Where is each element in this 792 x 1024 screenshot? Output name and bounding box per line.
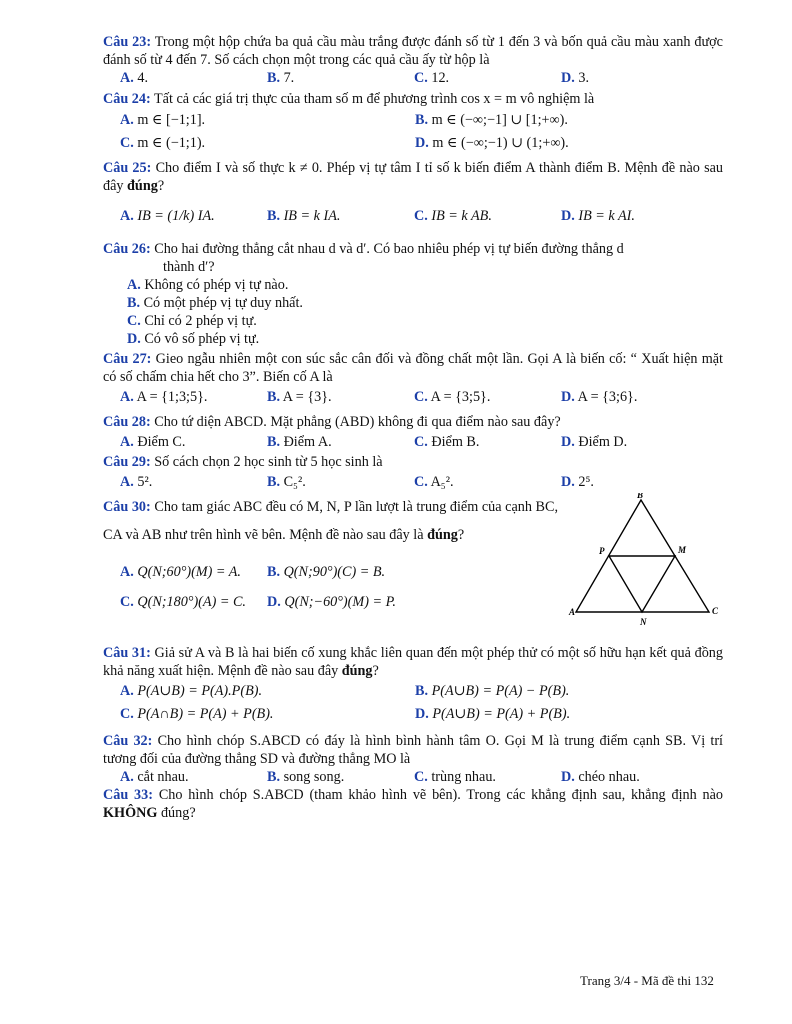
option-c[interactable]: C. A₅².	[414, 474, 454, 490]
question-number: Câu 23:	[103, 34, 152, 50]
label-m: M	[678, 545, 687, 555]
option-a[interactable]: A. 4.	[120, 70, 148, 86]
question-31: Câu 31: Giả sử A và B là hai biến cố xung khắc liên quan đến một phép thử có một số hữu hạn kết quả đồng khả năng xuất hiện. Mệnh đề nào sau đây đúng?	[103, 645, 723, 679]
label-c: C	[712, 606, 719, 616]
option-c[interactable]: C. Điểm B.	[414, 434, 480, 450]
option-d[interactable]: D. Có vô số phép vị tự.	[127, 331, 260, 347]
option-b[interactable]: B. Q(N;90°)(C) = B.	[267, 564, 386, 580]
option-a[interactable]: A. cắt nhau.	[120, 769, 189, 785]
question-text: Số cách chọn 2 học sinh từ 5 học sinh là	[154, 454, 383, 470]
question-number: Câu 28:	[103, 414, 151, 430]
option-b[interactable]: B. C₅².	[267, 474, 306, 490]
option-d[interactable]: D. P(A∪B) = P(A) + P(B).	[415, 706, 571, 722]
question-text: Gieo ngẫu nhiên một con súc sắc cân đối và đồng chất một lần. Gọi A là biến cố: “ Xuất hiện mặt có số chấm chia hết cho 3”. Biến cố A là	[103, 351, 723, 385]
question-number: Câu 33:	[103, 787, 153, 803]
option-b[interactable]: B. IB = k IA.	[267, 208, 341, 224]
option-d[interactable]: D. chéo nhau.	[561, 769, 640, 785]
question-list	[103, 33, 723, 822]
option-a[interactable]: A. Không có phép vị tự nào.	[127, 277, 289, 293]
option-c[interactable]: C. P(A∩B) = P(A) + P(B).	[120, 706, 274, 722]
option-d[interactable]: D. 2⁵.	[561, 474, 594, 490]
question-25: Câu 25: Cho điểm I và số thực k ≠ 0. Phép vị tự tâm I tỉ số k biến điểm A thành điểm B. Mệnh đề nào sau đây đúng?	[103, 160, 723, 194]
option-b[interactable]: B. song song.	[267, 769, 345, 785]
options-27	[103, 386, 723, 408]
question-number: Câu 25:	[103, 160, 152, 176]
question-23	[103, 33, 723, 69]
triangle-figure	[566, 493, 726, 629]
emphasis: KHÔNG	[103, 805, 158, 821]
option-a[interactable]: A. 5².	[120, 474, 153, 490]
question-number: Câu 30:	[103, 499, 151, 515]
options-30-row2	[103, 587, 558, 617]
question-30-body	[103, 493, 558, 617]
option-d[interactable]: D. Điểm D.	[561, 434, 628, 450]
option-a[interactable]: A. IB = (1/k) IA.	[120, 208, 215, 224]
option-d[interactable]: D. IB = k AI.	[561, 208, 635, 224]
option-d[interactable]: D. A = {3;6}.	[561, 389, 638, 405]
question-text: Cho hình chóp S.ABCD có đáy là hình bình hành tâm O. Gọi M là trung điểm cạnh SB. Vị trí tương đối của đường thẳng SD và đường thẳng MO là	[103, 733, 723, 767]
option-c[interactable]: C. Q(N;180°)(A) = C.	[120, 594, 246, 610]
options-23	[103, 69, 723, 87]
option-b[interactable]: B. P(A∪B) = P(A) − P(B).	[415, 683, 570, 699]
option-d[interactable]: D. m ∈ (−∞;−1) ∪ (1;+∞).	[415, 134, 569, 151]
emphasis: đúng	[127, 178, 158, 194]
option-b[interactable]: B. m ∈ (−∞;−1] ∪ [1;+∞).	[415, 111, 568, 128]
question-28	[103, 413, 723, 431]
question-33: Câu 33: Cho hình chóp S.ABCD (tham khảo hình vẽ bên). Trong các khẳng định sau, khẳng định nào KHÔNG đúng?	[103, 787, 724, 821]
page-footer: Trang 3/4 - Mã đề thi 132	[580, 973, 714, 988]
options-24-row1	[103, 108, 723, 131]
question-number: Câu 26:	[103, 241, 151, 257]
question-30-stem: Câu 30: Cho tam giác ABC đều có M, N, P lần lượt là trung điểm của cạnh BC, CA và AB như trên hình vẽ bên. Mệnh đề nào sau đây là đúng?	[103, 499, 558, 543]
question-text: Tất cả các giá trị thực của tham số m để phương trình cos x = m vô nghiệm là	[154, 91, 595, 107]
label-b: B	[637, 493, 644, 500]
options-25	[103, 195, 723, 237]
question-text: Cho hai đường thẳng cắt nhau d và d′. Có bao nhiêu phép vị tự biến đường thẳng d	[154, 241, 624, 257]
options-26	[103, 276, 723, 348]
question-text: Cho hình chóp S.ABCD (tham khảo hình vẽ bên). Trong các khẳng định sau, khẳng định nào	[158, 787, 724, 803]
question-27	[103, 350, 723, 386]
options-31-row1	[103, 680, 723, 702]
options-28	[103, 431, 723, 453]
option-c[interactable]: C. Chỉ có 2 phép vị tự.	[127, 313, 257, 329]
question-text: Giả sử A và B là hai biến cố xung khắc liên quan đến một phép thử có một số hữu hạn kết quả đồng khả năng xuất hiện. Mệnh đề nào sau đây	[103, 645, 723, 679]
option-c[interactable]: C. IB = k AB.	[414, 208, 492, 224]
question-text: Trong một hộp chứa ba quả cầu màu trắng được đánh số từ 1 đến 3 và bốn quả cầu màu xanh được đánh số từ 4 đến 7. Số cách chọn một trong các quả cầu ấy từ hộp là	[103, 34, 723, 68]
triangle-pmn	[609, 556, 675, 612]
options-32	[103, 768, 723, 786]
option-d[interactable]: D. Q(N;−60°)(M) = P.	[267, 594, 396, 610]
options-29	[103, 471, 723, 493]
question-number: Câu 32:	[103, 733, 153, 749]
option-a[interactable]: A. m ∈ [−1;1].	[120, 111, 206, 128]
question-number: Câu 31:	[103, 645, 151, 661]
options-24-row2	[103, 131, 723, 154]
question-30	[103, 493, 723, 641]
option-d[interactable]: D. 3.	[561, 70, 589, 86]
option-a[interactable]: A. Q(N;60°)(M) = A.	[120, 564, 241, 580]
option-b[interactable]: B. 7.	[267, 70, 295, 86]
question-number: Câu 29:	[103, 454, 151, 470]
question-text: Cho điểm I và số thực k ≠ 0. Phép vị tự tâm I tỉ số k biến điểm A thành điểm B. Mệnh đề nào sau đây	[103, 160, 723, 194]
question-text: Cho tam giác ABC đều có M, N, P lần lượt là trung điểm của cạnh BC, CA và AB như trên hình vẽ bên. Mệnh đề nào sau đây là	[103, 499, 558, 543]
question-number: Câu 24:	[103, 91, 151, 107]
option-c[interactable]: C. 12.	[414, 70, 450, 86]
option-a[interactable]: A. P(A∪B) = P(A).P(B).	[120, 683, 263, 699]
option-c[interactable]: C. A = {3;5}.	[414, 389, 491, 405]
option-a[interactable]: A. Điểm C.	[120, 434, 186, 450]
question-32	[103, 732, 723, 768]
option-b[interactable]: B. Điểm A.	[267, 434, 332, 450]
question-26-cont: thành d′?	[163, 259, 215, 275]
option-a[interactable]: A. A = {1;3;5}.	[120, 389, 208, 405]
question-text: Cho tứ diện ABCD. Mặt phẳng (ABD) không đi qua điểm nào sau đây?	[154, 414, 561, 430]
label-a: A	[569, 607, 576, 617]
options-31-row2	[103, 702, 723, 726]
question-number: Câu 27:	[103, 351, 152, 367]
question-24	[103, 90, 723, 108]
options-30-row1	[103, 557, 558, 587]
emphasis: đúng	[341, 663, 373, 679]
option-b[interactable]: B. A = {3}.	[267, 389, 332, 405]
question-29	[103, 453, 723, 471]
option-c[interactable]: C. m ∈ (−1;1).	[120, 134, 206, 151]
question-26	[103, 240, 723, 258]
option-c[interactable]: C. trùng nhau.	[414, 769, 496, 785]
label-n: N	[640, 617, 647, 627]
option-b[interactable]: B. Có một phép vị tự duy nhất.	[127, 295, 303, 311]
emphasis: đúng	[427, 527, 458, 543]
label-p: P	[599, 546, 605, 556]
